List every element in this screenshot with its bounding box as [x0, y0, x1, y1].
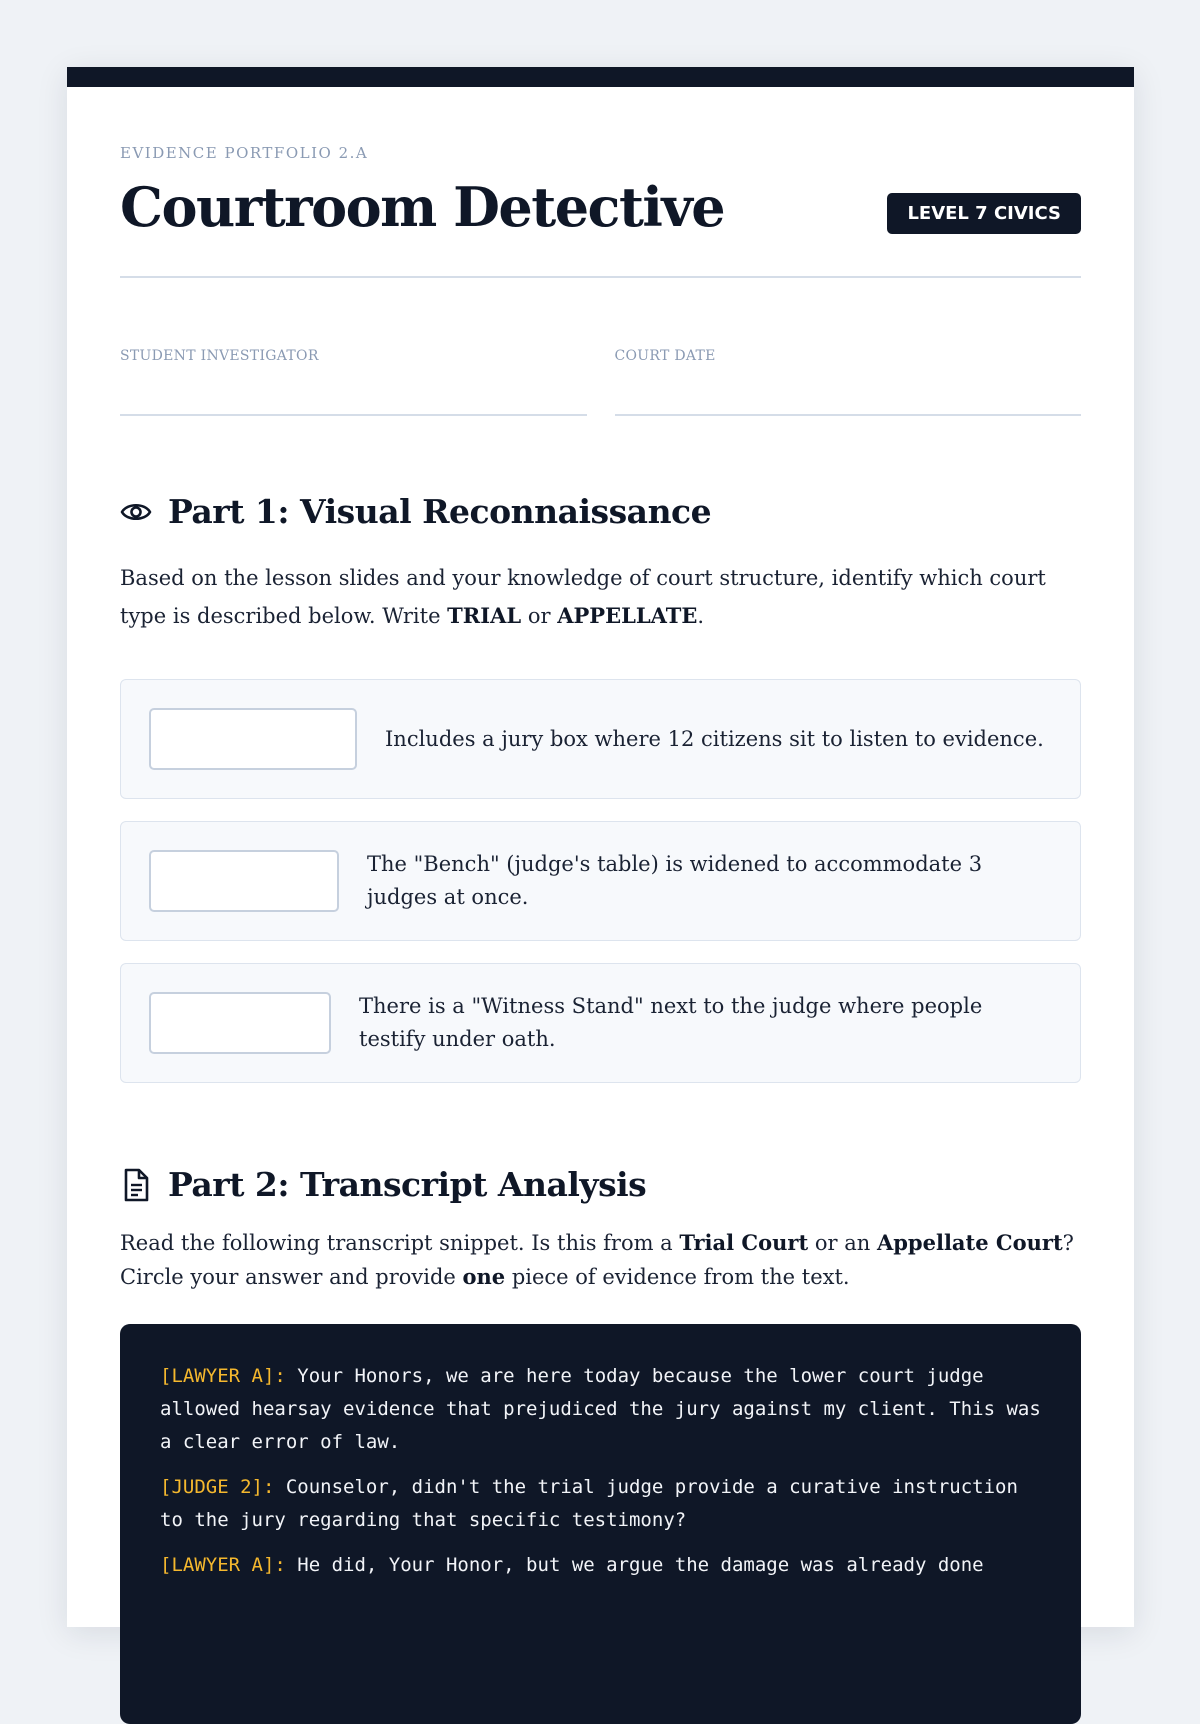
student-investigator-field [120, 348, 587, 416]
speaker-label: [JUDGE 2]: [160, 1476, 275, 1498]
student-investigator-label: STUDENT INVESTIGATOR [120, 348, 319, 364]
speaker-label: [LAWYER A]: [160, 1554, 286, 1576]
part2-instructions [120, 1226, 1081, 1294]
list-item [120, 821, 1081, 941]
eye-icon [120, 498, 152, 526]
part1-intro-text: Based on the lesson slides and your knowledge of court structure, identify which court type is described below. Write [120, 566, 1046, 628]
part2-intro-or: or an [808, 1231, 877, 1255]
answer-input[interactable] [149, 992, 331, 1054]
header-divider [120, 276, 1081, 278]
transcript-line [160, 1471, 1041, 1537]
list-item [120, 963, 1081, 1083]
transcript-text: Counselor, didn't the trial judge provide a curative instruction to the jury regarding that specific testimony? [160, 1476, 1018, 1531]
top-bar [67, 67, 1134, 87]
portfolio-kicker: EVIDENCE PORTFOLIO 2.A [120, 144, 369, 162]
part1-intro-end: . [697, 604, 705, 628]
one-emphasis: one [462, 1264, 506, 1289]
court-date-label: COURT DATE [614, 348, 716, 364]
student-fields [120, 348, 1081, 416]
student-investigator-input[interactable] [120, 366, 587, 416]
part2-heading [120, 1165, 1081, 1204]
part1-intro-or: or [521, 604, 558, 628]
worksheet [67, 67, 1134, 1627]
part2-intro-circle: ? Circle your answer and provide [120, 1231, 1074, 1289]
part1-items [120, 679, 1081, 1083]
item-text: The "Bench" (judge's table) is widened to accommodate 3 judges at once. [367, 852, 983, 909]
item-text: Includes a jury box where 12 citizens sit to listen to evidence. [385, 726, 1044, 751]
part1-heading [120, 492, 1081, 531]
part2-intro-text: Read the following transcript snippet. Is this from a [120, 1231, 680, 1255]
document-icon [120, 1168, 152, 1202]
court-date-field [615, 348, 1082, 416]
page-title: Courtroom Detective [120, 175, 725, 239]
title-row [120, 172, 1081, 242]
trial-court-emphasis: Trial Court [679, 1230, 809, 1255]
transcript-line [160, 1360, 1041, 1459]
transcript-line [160, 1549, 1041, 1582]
list-item [120, 679, 1081, 799]
transcript-box [120, 1324, 1081, 1724]
part1-trial-emphasis: TRIAL [447, 603, 522, 628]
answer-input[interactable] [149, 850, 339, 912]
part1-instructions [120, 559, 1081, 635]
appellate-court-emphasis: Appellate Court [876, 1230, 1063, 1255]
part2-intro-end: piece of evidence from the text. [505, 1265, 850, 1289]
part1-title: Part 1: Visual Reconnaissance [168, 492, 712, 531]
part1-appellate-emphasis: APPELLATE [557, 603, 698, 628]
transcript-text: He did, Your Honor, but we argue the damage was already done [285, 1554, 984, 1576]
part2-title: Part 2: Transcript Analysis [168, 1165, 647, 1204]
item-text: There is a "Witness Stand" next to the judge where people testify under oath. [359, 994, 983, 1051]
court-date-input[interactable] [615, 366, 1082, 416]
transcript-text: Your Honors, we are here today because the lower court judge allowed hearsay evidence that prejudiced the jury against my client. This was a clear error of law. [160, 1365, 1041, 1453]
level-badge: LEVEL 7 CIVICS [887, 193, 1081, 234]
answer-input[interactable] [149, 708, 357, 770]
speaker-label: [LAWYER A]: [160, 1365, 286, 1387]
